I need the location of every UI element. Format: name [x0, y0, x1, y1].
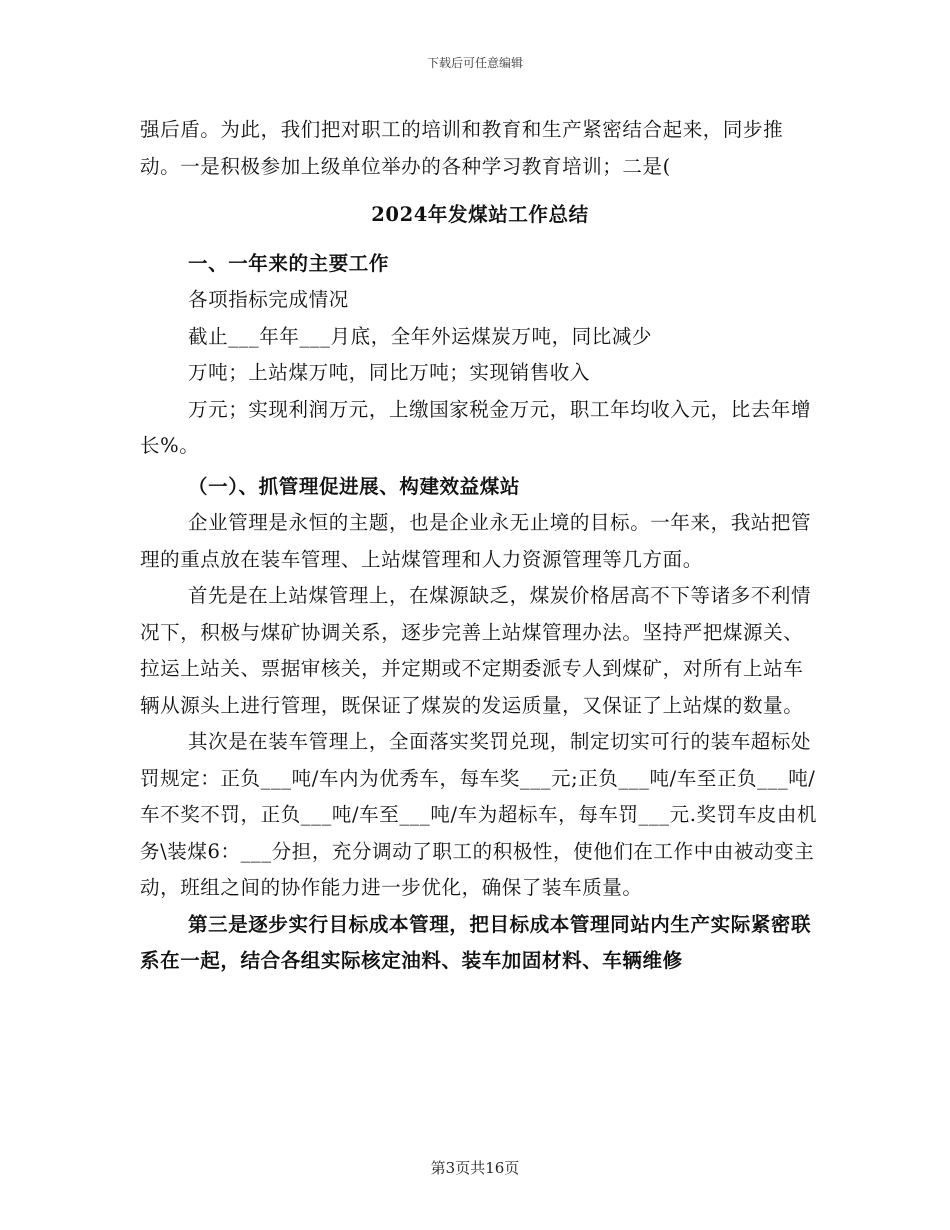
section-heading: 一、一年来的主要工作 — [188, 251, 390, 275]
paragraph-cost-management: 第三是逐步实行目标成本管理，把目标成本管理同站内生产实际紧密联系在一起，结合各组实际核定油料、装车加固材料、车辆维修 — [140, 912, 812, 972]
page-footer: 第3页共16页 — [430, 1159, 520, 1177]
subsection-heading: （一）、抓管理促进展、构建效益煤站 — [188, 474, 520, 498]
document-title: 2024年发煤站工作总结 — [371, 203, 589, 226]
indicator-line-1: 截止___年年___月底，全年外运煤炭万吨，同比减少 — [188, 324, 653, 348]
paragraph-loading: 其次是在装车管理上，全面落实奖罚兑现，制定切实可行的装车超标处罚规定：正负___吨/车内为优秀车，每车奖___元;正负___吨/车至正负___吨/车不奖不罚，正负___吨/车至___吨/车为超标车，每车罚___元.奖罚车皮由机务\装煤6：___分担，充分调动了职工的积极性，使他们在工作中由被动变主动，班组之间的协作能力进一步优化，确保了装车质量。 — [140, 730, 818, 899]
document-body — [140, 112, 820, 980]
page-header: 下载后可任意编辑 — [426, 56, 523, 70]
paragraph-management: 企业管理是永恒的主题，也是企业永无止境的目标。一年来，我站把管理的重点放在装车管理、上站煤管理和人力资源管理等几方面。 — [140, 511, 812, 571]
paragraph-coal-supply: 首先是在上站煤管理上，在煤源缺乏，煤炭价格居高不下等诸多不利情况下，积极与煤矿协调关系，逐步完善上站煤管理办法。坚持严把煤源关、拉运上站关、票据审核关，并定期或不定期委派专人到煤矿，对所有上站车辆从源头上进行管理，既保证了煤炭的发运质量，又保证了上站煤的数量。 — [140, 584, 812, 717]
continued-paragraph: 强后盾。为此，我们把对职工的培训和教育和生产紧密结合起来，同步推动。一是积极参加上级单位举办的各种学习教育培训；二是( — [140, 118, 784, 178]
indicator-line-2: 万吨；上站煤万吨，同比万吨；实现销售收入 — [188, 361, 591, 384]
indicator-line-3: 万元；实现利润万元，上缴国家税金万元，职工年均收入元，比去年增长%。 — [140, 397, 812, 457]
subheading: 各项指标完成情况 — [188, 288, 349, 311]
